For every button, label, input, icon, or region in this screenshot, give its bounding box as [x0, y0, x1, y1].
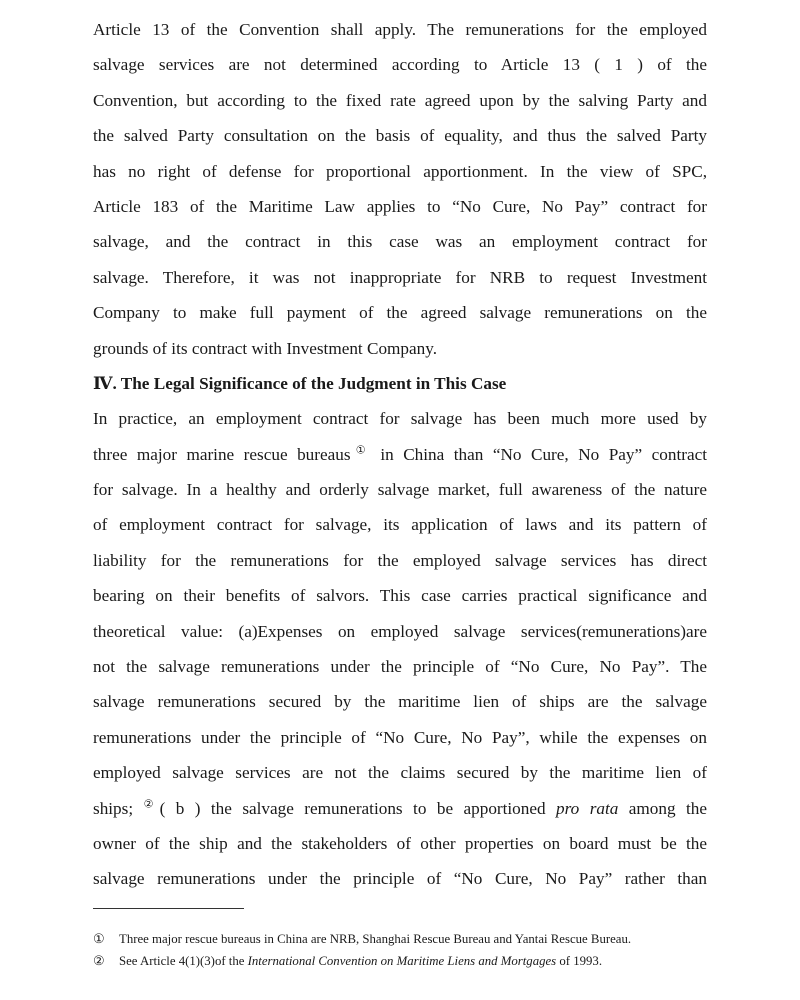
text-line: employed salvage services are not the claims secured by the maritime lien of	[93, 763, 707, 783]
text-line: salvage, and the contract in this case was an employment contract for	[93, 232, 707, 252]
footnote-mark: ①	[93, 932, 105, 946]
text-line: grounds of its contract with Investment Company.	[93, 338, 438, 358]
footnote-mark: ②	[93, 954, 105, 968]
text-line: In practice, an employment contract for salvage has been much more used by	[93, 409, 707, 429]
footnote-2: ② See Article 4(1)(3)of the International Convention on Maritime Liens and Mortgages of 1993.	[93, 950, 707, 972]
text-line: bearing on their benefits of salvors. This case carries practical significance and	[93, 586, 707, 606]
text-line: Article 13 of the Convention shall apply. The remunerations for the employed	[93, 20, 707, 39]
text-line: not the salvage remunerations under the principle of “No Cure, No Pay”. The	[93, 657, 707, 677]
text-line: for salvage. In a healthy and orderly salvage market, full awareness of the nature	[93, 480, 707, 500]
text-line: salvage remunerations secured by the maritime lien of ships are the salvage	[93, 692, 707, 712]
footnote-separator	[93, 908, 244, 909]
section-heading: Ⅳ. The Legal Significance of the Judgment in This Case	[93, 373, 507, 393]
body-text	[93, 12, 707, 897]
text-line: has no right of defense for proportional apportionment. In the view of SPC,	[93, 161, 707, 181]
text-line: Article 183 of the Maritime Law applies to “No Cure, No Pay” contract for	[93, 196, 707, 216]
text-line: Convention, but according to the fixed rate agreed upon by the salving Party and	[93, 90, 707, 110]
text-line: the salved Party consultation on the basis of equality, and thus the salved Party	[93, 126, 707, 146]
footnote-text: Three major rescue bureaus in China are NRB, Shanghai Rescue Bureau and Yantai Rescue Bureau.	[119, 932, 632, 946]
text-line: liability for the remunerations for the employed salvage services has direct	[93, 550, 707, 570]
footnotes	[93, 928, 707, 972]
text-line: remunerations under the principle of “No Cure, No Pay”, while the expenses on	[93, 727, 707, 747]
text-line: Company to make full payment of the agreed salvage remunerations on the	[93, 303, 707, 323]
text-line: ships; ②( b ) the salvage remunerations to be apportioned pro rata among the	[93, 797, 707, 818]
footnote-ref-1[interactable]: ①	[350, 443, 371, 456]
text-line: owner of the ship and the stakeholders of other properties on board must be the	[93, 833, 707, 853]
text-line: salvage. Therefore, it was not inappropriate for NRB to request Investment	[93, 267, 707, 287]
text-line: salvage remunerations under the principle of “No Cure, No Pay” rather than	[93, 869, 707, 889]
text-line: of employment contract for salvage, its application of laws and its pattern of	[93, 515, 707, 535]
text-line: three major marine rescue bureaus① in China than “No Cure, No Pay” contract	[93, 443, 707, 464]
text-line: theoretical value: (a)Expenses on employed salvage services(remunerations)are	[93, 621, 707, 641]
footnote-ref-2[interactable]: ②	[143, 797, 160, 810]
footnote-1	[93, 928, 707, 950]
text-line: salvage services are not determined according to Article 13 ( 1 ) of the	[93, 55, 707, 75]
